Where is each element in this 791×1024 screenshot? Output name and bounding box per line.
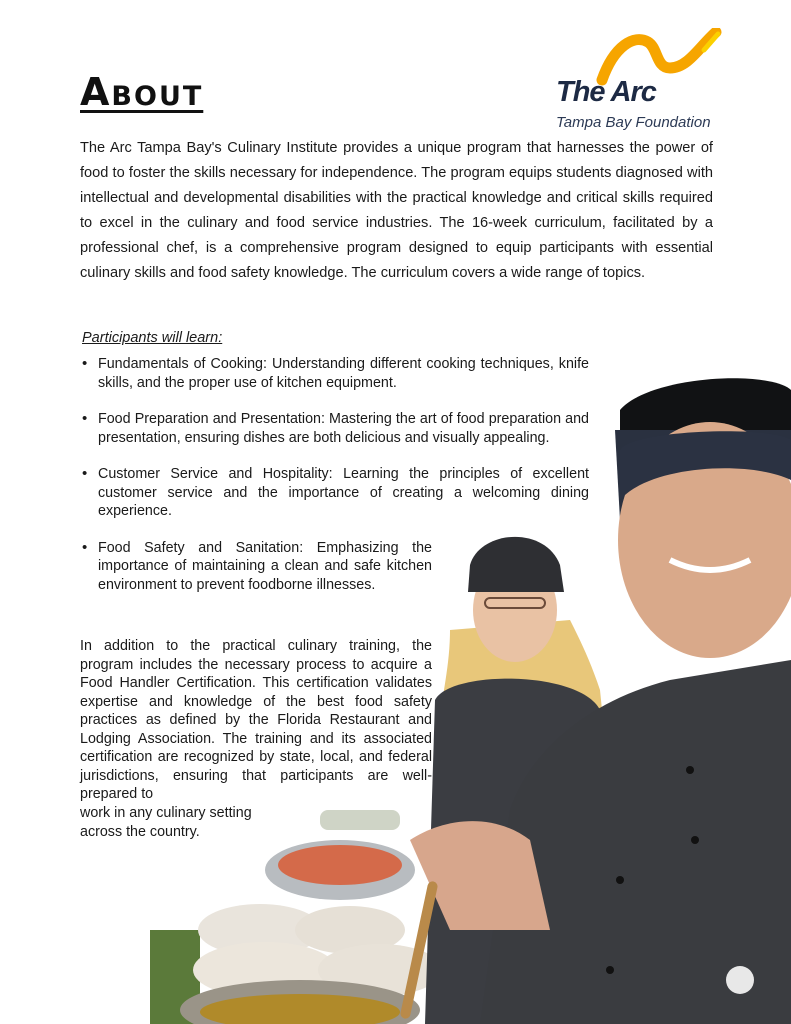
- food-bowls-image: [150, 810, 442, 1024]
- list-item: • Fundamentals of Cooking: Understanding different cooking techniques, knife skills, and the proper use of kitchen equipment.: [80, 355, 589, 392]
- list-item: • Food Preparation and Presentation: Mastering the art of food preparation and presentation, ensuring dishes are both delicious and visually appealing.: [80, 410, 589, 447]
- logo-subtitle: Tampa Bay Foundation: [556, 114, 711, 131]
- intro-paragraph: The Arc Tampa Bay's Culinary Institute provides a unique program that harnesses the power of food to foster the skills necessary for independence. The program equips students diagnosed with intellectual and developmental disabilities with the practical knowledge and critical skills required to excel in the culinary and food service industries. The 16-week curriculum, facilitated by a professional chef, is a comprehensive program designed to equip participants with essential culinary skills and food safety knowledge. The curriculum covers a wide range of topics.: [80, 140, 713, 281]
- page-title: About: [80, 70, 204, 114]
- list-item: • Food Safety and Sanitation: Emphasizing the importance of maintaining a clean and safe kitchen environment to prevent foodborne illnesses.: [80, 539, 432, 595]
- certification-tail-2: across the country.: [80, 823, 200, 840]
- arc-logo: [552, 28, 722, 138]
- logo-name: The Arc: [556, 76, 656, 108]
- chefs-photo: [150, 370, 791, 1024]
- learn-label: Participants will learn:: [82, 330, 223, 346]
- certification-tail-1: work in any culinary setting: [80, 805, 252, 821]
- list-item: • Customer Service and Hospitality: Learning the principles of excellent customer service and the importance of creating a welcoming dining experience.: [80, 465, 589, 521]
- certification-paragraph: In addition to the practical culinary training, the program includes the necessary process to acquire a Food Handler Certification. This certification validates expertise and knowledge of the best food safety practices as defined by the Florida Restaurant and Lodging Association. The training and its associated certification are recognized by state, local, and federal jurisdictions, ensuring that participants are well-prepared to: [80, 638, 432, 802]
